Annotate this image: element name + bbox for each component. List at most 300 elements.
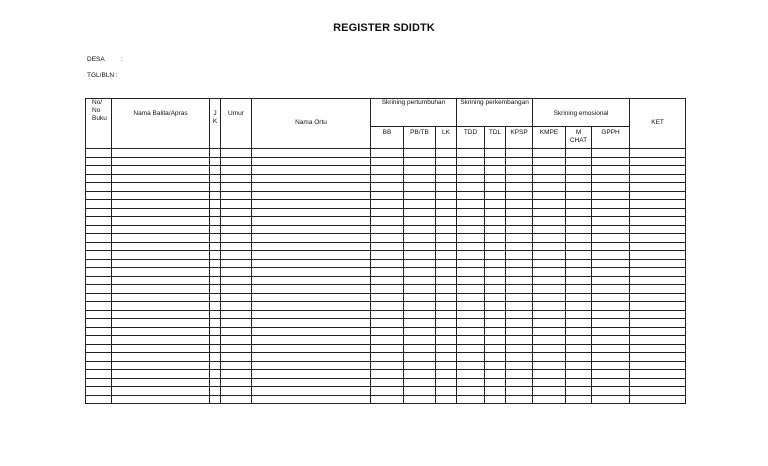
table-cell [86, 166, 112, 175]
field-tgl-bln-separator: : [115, 72, 118, 79]
table-cell [221, 327, 252, 336]
table-cell [566, 157, 592, 166]
table-cell [221, 395, 252, 404]
table-cell [630, 166, 686, 175]
table-cell [592, 183, 630, 192]
header-jk: J K [210, 99, 221, 149]
table-cell [371, 344, 404, 353]
table-cell [404, 302, 436, 311]
table-cell [566, 234, 592, 243]
table-cell [592, 166, 630, 175]
table-cell [371, 370, 404, 379]
table-cell [485, 174, 506, 183]
table-cell [630, 344, 686, 353]
table-cell [404, 200, 436, 209]
table-cell [252, 183, 371, 192]
table-cell [252, 370, 371, 379]
header-bb: BB [371, 127, 404, 149]
table-row [86, 268, 686, 277]
table-cell [566, 225, 592, 234]
table-cell [371, 353, 404, 362]
table-cell [506, 310, 533, 319]
table-cell [485, 378, 506, 387]
table-cell [210, 276, 221, 285]
table-cell [533, 251, 566, 260]
table-cell [221, 166, 252, 175]
table-cell [533, 302, 566, 311]
table-cell [86, 327, 112, 336]
table-cell [506, 259, 533, 268]
table-cell [457, 174, 485, 183]
table-cell [485, 285, 506, 294]
table-cell [592, 217, 630, 226]
table-cell [112, 387, 210, 396]
table-cell [533, 208, 566, 217]
table-cell [86, 225, 112, 234]
table-cell [630, 234, 686, 243]
table-cell [506, 166, 533, 175]
table-cell [533, 370, 566, 379]
table-cell [592, 353, 630, 362]
table-cell [592, 395, 630, 404]
header-umur: Umur [221, 99, 252, 149]
table-cell [457, 166, 485, 175]
table-cell [210, 395, 221, 404]
table-cell [566, 336, 592, 345]
table-cell [252, 353, 371, 362]
table-row [86, 293, 686, 302]
table-cell [252, 387, 371, 396]
table-cell [112, 370, 210, 379]
table-cell [485, 293, 506, 302]
table-cell [210, 327, 221, 336]
table-cell [506, 293, 533, 302]
table-cell [485, 149, 506, 158]
table-cell [404, 166, 436, 175]
table-row [86, 191, 686, 200]
table-cell [457, 361, 485, 370]
table-cell [485, 395, 506, 404]
table-cell [592, 319, 630, 328]
table-cell [436, 319, 457, 328]
table-cell [630, 251, 686, 260]
table-cell [485, 225, 506, 234]
table-cell [404, 327, 436, 336]
table-cell [404, 217, 436, 226]
table-cell [506, 353, 533, 362]
table-cell [630, 310, 686, 319]
table-cell [485, 157, 506, 166]
table-cell [252, 327, 371, 336]
table-cell [371, 336, 404, 345]
table-cell [252, 208, 371, 217]
table-cell [533, 327, 566, 336]
table-cell [86, 310, 112, 319]
table-cell [221, 225, 252, 234]
table-cell [210, 370, 221, 379]
table-cell [404, 191, 436, 200]
table-cell [592, 191, 630, 200]
header-pb-tb: PB/TB [404, 127, 436, 149]
table-cell [112, 166, 210, 175]
table-cell [404, 174, 436, 183]
table-cell [457, 242, 485, 251]
table-cell [112, 217, 210, 226]
table-cell [506, 200, 533, 209]
table-cell [112, 242, 210, 251]
table-cell [112, 251, 210, 260]
table-cell [436, 191, 457, 200]
table-cell [506, 191, 533, 200]
table-row [86, 242, 686, 251]
table-cell [86, 276, 112, 285]
table-cell [457, 268, 485, 277]
table-cell [404, 344, 436, 353]
table-cell [485, 268, 506, 277]
table-cell [252, 242, 371, 251]
table-cell [485, 344, 506, 353]
table-cell [506, 174, 533, 183]
table-cell [436, 149, 457, 158]
table-cell [506, 217, 533, 226]
table-cell [221, 285, 252, 294]
table-cell [506, 387, 533, 396]
table-cell [371, 217, 404, 226]
table-row [86, 285, 686, 294]
table-cell [112, 336, 210, 345]
table-cell [566, 174, 592, 183]
table-cell [533, 293, 566, 302]
table-cell [436, 157, 457, 166]
table-cell [506, 208, 533, 217]
table-cell [371, 387, 404, 396]
table-cell [457, 370, 485, 379]
table-cell [221, 361, 252, 370]
table-cell [252, 395, 371, 404]
table-cell [506, 242, 533, 251]
table-cell [210, 361, 221, 370]
table-cell [210, 191, 221, 200]
table-cell [457, 157, 485, 166]
table-cell [592, 268, 630, 277]
table-cell [221, 251, 252, 260]
table-cell [630, 387, 686, 396]
table-cell [457, 302, 485, 311]
table-cell [436, 344, 457, 353]
table-cell [221, 310, 252, 319]
table-cell [86, 319, 112, 328]
table-cell [533, 378, 566, 387]
table-cell [630, 174, 686, 183]
table-cell [404, 395, 436, 404]
table-cell [457, 259, 485, 268]
table-cell [630, 191, 686, 200]
table-cell [210, 157, 221, 166]
table-cell [533, 166, 566, 175]
table-cell [566, 200, 592, 209]
table-cell [436, 183, 457, 192]
table-cell [436, 259, 457, 268]
field-tgl-bln-label: TGL/BLN [87, 72, 115, 79]
table-cell [436, 200, 457, 209]
header-no: No/ No Buku [86, 99, 112, 149]
table-cell [436, 234, 457, 243]
table-cell [566, 242, 592, 251]
table-cell [485, 387, 506, 396]
table-cell [371, 157, 404, 166]
table-row [86, 225, 686, 234]
table-row [86, 361, 686, 370]
table-cell [630, 327, 686, 336]
table-cell [112, 191, 210, 200]
table-cell [221, 157, 252, 166]
table-row [86, 344, 686, 353]
table-cell [436, 336, 457, 345]
table-cell [533, 225, 566, 234]
table-cell [566, 149, 592, 158]
table-cell [252, 285, 371, 294]
table-cell [566, 208, 592, 217]
table-cell [112, 259, 210, 268]
header-skrining-emosional: Skrining emosional [533, 99, 630, 127]
table-cell [533, 285, 566, 294]
table-cell [252, 302, 371, 311]
table-row [86, 302, 686, 311]
table-cell [485, 191, 506, 200]
table-row [86, 251, 686, 260]
table-row [86, 200, 686, 209]
table-cell [457, 293, 485, 302]
table-cell [566, 353, 592, 362]
table-cell [485, 370, 506, 379]
table-cell [630, 276, 686, 285]
table-cell [566, 259, 592, 268]
header-nama-ortu: Nama Ortu [252, 99, 371, 149]
table-cell [533, 200, 566, 209]
table-cell [630, 217, 686, 226]
document-title: REGISTER SDIDTK [333, 22, 435, 34]
table-cell [592, 285, 630, 294]
table-row [86, 319, 686, 328]
table-cell [221, 268, 252, 277]
table-row [86, 276, 686, 285]
table-cell [221, 336, 252, 345]
table-cell [436, 353, 457, 362]
table-cell [630, 149, 686, 158]
table-cell [457, 319, 485, 328]
table-cell [485, 276, 506, 285]
header-tdd: TDD [457, 127, 485, 149]
table-cell [210, 378, 221, 387]
table-cell [371, 268, 404, 277]
table-cell [86, 200, 112, 209]
table-cell [485, 166, 506, 175]
table-cell [533, 191, 566, 200]
table-cell [592, 293, 630, 302]
table-cell [112, 344, 210, 353]
table-cell [533, 174, 566, 183]
table-cell [436, 387, 457, 396]
table-cell [221, 217, 252, 226]
table-cell [210, 174, 221, 183]
table-cell [533, 344, 566, 353]
table-cell [506, 285, 533, 294]
table-cell [436, 370, 457, 379]
table-cell [371, 183, 404, 192]
table-cell [506, 344, 533, 353]
table-cell [221, 293, 252, 302]
table-cell [630, 319, 686, 328]
table-cell [566, 319, 592, 328]
table-row [86, 310, 686, 319]
table-cell [371, 276, 404, 285]
table-cell [371, 259, 404, 268]
table-cell [630, 200, 686, 209]
table-cell [506, 319, 533, 328]
table-cell [457, 208, 485, 217]
table-row [86, 174, 686, 183]
field-tgl-bln [87, 72, 118, 79]
table-cell [533, 276, 566, 285]
table-cell [566, 251, 592, 260]
table-cell [112, 149, 210, 158]
table-cell [506, 302, 533, 311]
table-cell [404, 285, 436, 294]
table-cell [221, 149, 252, 158]
table-cell [86, 242, 112, 251]
header-lk: LK [436, 127, 457, 149]
table-cell [86, 378, 112, 387]
table-cell [592, 157, 630, 166]
table-cell [436, 217, 457, 226]
table-cell [404, 336, 436, 345]
table-cell [210, 353, 221, 362]
table-cell [436, 327, 457, 336]
table-cell [221, 302, 252, 311]
header-kpsp: KPSP [506, 127, 533, 149]
table-cell [404, 251, 436, 260]
header-m-chat: M CHAT [566, 127, 592, 149]
table-cell [112, 285, 210, 294]
table-cell [506, 183, 533, 192]
table-cell [221, 319, 252, 328]
table-cell [457, 183, 485, 192]
table-row [86, 395, 686, 404]
table-cell [457, 285, 485, 294]
table-cell [485, 361, 506, 370]
table-cell [566, 191, 592, 200]
table-cell [404, 319, 436, 328]
table-cell [592, 242, 630, 251]
table-cell [112, 310, 210, 319]
table-cell [221, 276, 252, 285]
table-cell [485, 208, 506, 217]
table-cell [86, 344, 112, 353]
table-cell [86, 217, 112, 226]
table-cell [404, 268, 436, 277]
table-cell [592, 302, 630, 311]
table-cell [457, 336, 485, 345]
table-cell [436, 276, 457, 285]
table-cell [630, 259, 686, 268]
table-cell [221, 191, 252, 200]
table-cell [112, 353, 210, 362]
table-cell [221, 242, 252, 251]
table-cell [210, 208, 221, 217]
table-cell [533, 157, 566, 166]
table-cell [252, 191, 371, 200]
table-cell [592, 234, 630, 243]
table-cell [533, 217, 566, 226]
table-cell [252, 157, 371, 166]
table-cell [252, 293, 371, 302]
table-cell [485, 217, 506, 226]
table-cell [457, 310, 485, 319]
table-cell [436, 225, 457, 234]
table-cell [566, 361, 592, 370]
table-cell [252, 310, 371, 319]
table-cell [592, 208, 630, 217]
table-cell [210, 166, 221, 175]
table-cell [436, 285, 457, 294]
table-cell [112, 395, 210, 404]
table-cell [210, 310, 221, 319]
table-cell [566, 302, 592, 311]
table-cell [86, 208, 112, 217]
table-row [86, 234, 686, 243]
table-cell [566, 310, 592, 319]
table-cell [457, 251, 485, 260]
table-cell [457, 234, 485, 243]
table-cell [506, 268, 533, 277]
table-cell [112, 157, 210, 166]
table-cell [485, 302, 506, 311]
table-cell [485, 251, 506, 260]
table-cell [592, 370, 630, 379]
table-cell [566, 166, 592, 175]
header-ket: KET [630, 99, 686, 149]
table-row [86, 327, 686, 336]
table-cell [457, 327, 485, 336]
table-cell [592, 259, 630, 268]
table-cell [86, 251, 112, 260]
table-cell [371, 285, 404, 294]
table-cell [592, 225, 630, 234]
table-cell [221, 183, 252, 192]
table-cell [436, 174, 457, 183]
table-cell [210, 387, 221, 396]
table-cell [457, 344, 485, 353]
table-cell [533, 319, 566, 328]
table-cell [86, 268, 112, 277]
table-cell [533, 353, 566, 362]
table-cell [86, 370, 112, 379]
table-cell [485, 259, 506, 268]
header-skrining-pertumbuhan: Skrining pertumbuhan [371, 99, 457, 127]
table-cell [457, 225, 485, 234]
table-cell [533, 268, 566, 277]
table-cell [436, 302, 457, 311]
table-cell [630, 183, 686, 192]
table-cell [252, 344, 371, 353]
table-cell [210, 259, 221, 268]
table-cell [371, 234, 404, 243]
table-cell [252, 378, 371, 387]
table-cell [252, 361, 371, 370]
header-nama-balita: Nama Balita/Apras [112, 99, 210, 149]
table-cell [221, 208, 252, 217]
table-cell [592, 149, 630, 158]
